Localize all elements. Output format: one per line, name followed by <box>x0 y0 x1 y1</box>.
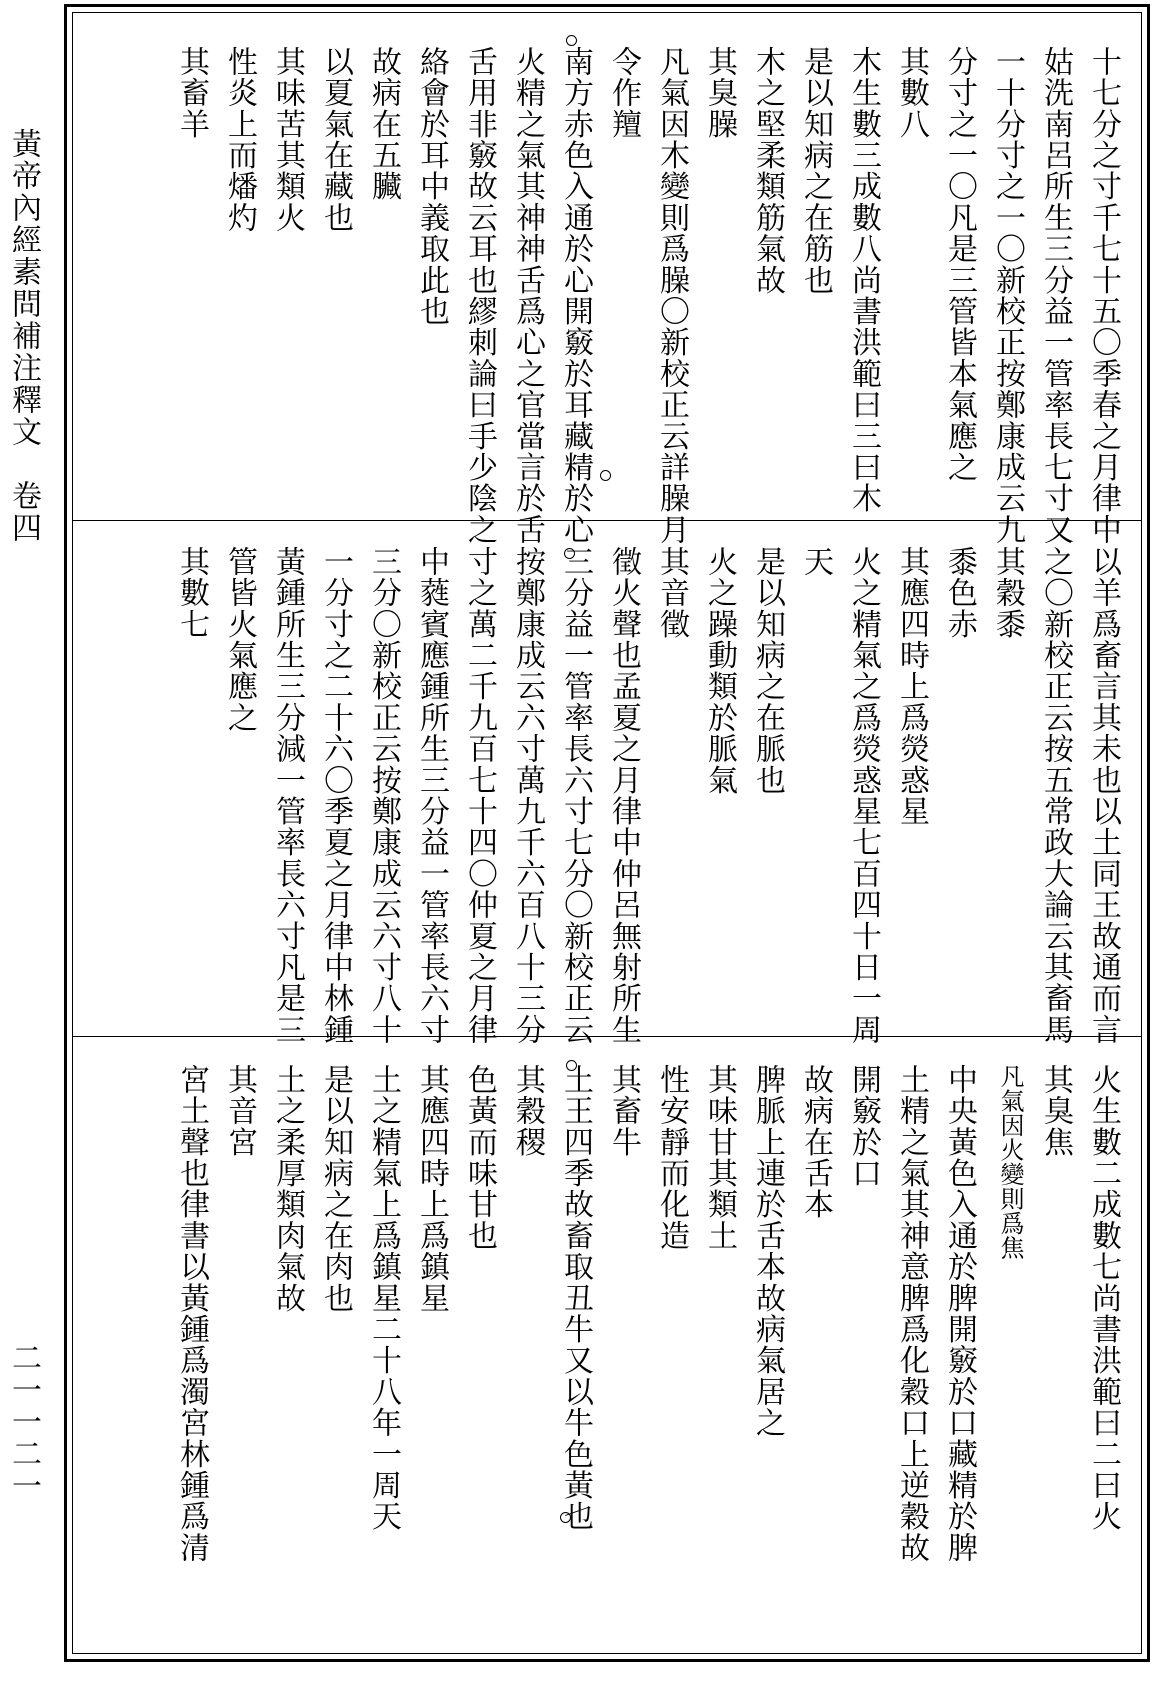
book-title-margin: 黃帝內經素問補注釋文 卷四 <box>6 128 41 544</box>
text-column: 其穀黍 <box>990 546 1025 640</box>
register-top <box>72 46 1142 546</box>
text-column: 土之柔厚類肉氣故 <box>270 1064 305 1314</box>
text-column: 天 <box>798 546 833 578</box>
text-column: 其畜羊 <box>174 46 209 140</box>
circle-mark <box>566 1060 577 1071</box>
text-column: 色黃而味甘也 <box>462 1064 497 1252</box>
text-column: 三分〇新校正云按鄭康成云六寸八十 <box>366 546 401 1046</box>
circle-mark <box>564 548 575 559</box>
text-column: 其數八 <box>894 46 929 140</box>
text-column: 中央黃色入通於脾開竅於口藏精於脾 <box>942 1064 977 1564</box>
text-column: 是以知病之在肉也 <box>318 1064 353 1314</box>
text-column: 性安靜而化造 <box>654 1064 689 1252</box>
text-column: 脾脈上連於舌本故病氣居之 <box>750 1064 785 1439</box>
text-column: 其應四時上爲鎮星 <box>414 1064 449 1314</box>
text-column: 徵火聲也孟夏之月律中仲呂無射所生 <box>606 546 641 1046</box>
text-column: 其音徵 <box>654 546 689 640</box>
text-column: 其臭臊 <box>702 46 737 140</box>
circle-mark <box>560 1512 571 1523</box>
text-column: 開竅於口 <box>846 1064 881 1189</box>
text-column: 火之躁動類於脈氣 <box>702 546 737 796</box>
register-bottom <box>72 1064 1142 1634</box>
text-column: 凡氣因木變則爲臊〇新校正云詳臊月 <box>654 46 689 546</box>
text-column: 以羊爲畜言其未也以土同王故通而言 <box>1086 546 1121 1046</box>
text-column: 木之堅柔類筋氣故 <box>750 46 785 296</box>
page-number: 二一一二一 <box>6 1342 41 1502</box>
text-column: 以夏氣在藏也 <box>318 46 353 234</box>
text-column: 一分寸之二十六〇季夏之月律中林鍾 <box>318 546 353 1046</box>
text-column: 中蕤賓應鍾所生三分益一管率長六寸 <box>414 546 449 1046</box>
text-column: 令作羶 <box>606 46 641 140</box>
text-column: 其味甘其類土 <box>702 1064 737 1252</box>
text-column: 性炎上而燔灼 <box>222 46 257 234</box>
text-column: 一十分寸之一〇新校正按鄭康成云九 <box>990 46 1025 546</box>
text-column: 管皆火氣應之 <box>222 546 257 734</box>
text-column: 舌用非竅故云耳也繆刺論曰手少陰之 <box>462 46 497 546</box>
text-column: 南方赤色入通於心開竅於耳藏精於心 <box>558 46 593 546</box>
text-column: 姑洗南呂所生三分益一管率長七寸又 <box>1038 46 1073 546</box>
text-column: 其味苦其類火 <box>270 46 305 234</box>
text-column: 木生數三成數八尚書洪範曰三曰木 <box>846 46 881 514</box>
text-column: 故病在五臟 <box>366 46 401 202</box>
text-column: 其數七 <box>174 546 209 640</box>
text-column: 其臭焦 <box>1038 1064 1073 1158</box>
text-column: 黃鍾所生三分減一管率長六寸凡是三 <box>270 546 305 1046</box>
text-column: 其穀稷 <box>510 1064 545 1158</box>
text-column: 土王四季故畜取丑牛又以牛色黃也 <box>558 1064 593 1532</box>
annotation-column: 凡氣因火變則爲焦 <box>996 1064 1024 1260</box>
register-divider <box>72 520 1142 521</box>
circle-mark <box>566 35 577 46</box>
text-column: 寸之萬二千九百七十四〇仲夏之月律 <box>462 546 497 1046</box>
text-column: 是以知病之在脈也 <box>750 546 785 796</box>
text-column: 火精之氣其神神舌爲心之官當言於舌 <box>510 46 545 546</box>
text-column: 火之精氣之爲熒惑星七百四十日一周 <box>846 546 881 1046</box>
text-column: 三分益一管率長六寸七分〇新校正云 <box>558 546 593 1046</box>
text-column: 是以知病之在筋也 <box>798 46 833 296</box>
text-column: 土精之氣其神意脾爲化穀口上逆穀故 <box>894 1064 929 1564</box>
circle-mark <box>600 470 611 481</box>
text-column: 之〇新校正云按五常政大論云其畜馬 <box>1038 546 1073 1046</box>
text-column: 故病在舌本 <box>798 1064 833 1220</box>
text-column: 土之精氣上爲鎮星二十八年一周天 <box>366 1064 401 1532</box>
text-column: 絡會於耳中義取此也 <box>414 46 449 327</box>
text-column: 宮土聲也律書以黃鍾爲濁宮林鍾爲清 <box>174 1064 209 1564</box>
text-column: 其應四時上爲熒惑星 <box>894 546 929 827</box>
text-column: 火生數二成數七尚書洪範曰二曰火 <box>1086 1064 1121 1532</box>
text-column: 分寸之一〇凡是三管皆本氣應之 <box>942 46 977 483</box>
text-column: 按鄭康成云六寸萬九千六百八十三分 <box>510 546 545 1046</box>
text-column: 其畜牛 <box>606 1064 641 1158</box>
register-middle <box>72 546 1142 1046</box>
text-column: 其音宮 <box>222 1064 257 1158</box>
text-column: 黍色赤 <box>942 546 977 640</box>
text-column: 十七分之寸千七十五〇季春之月律中 <box>1086 46 1121 546</box>
